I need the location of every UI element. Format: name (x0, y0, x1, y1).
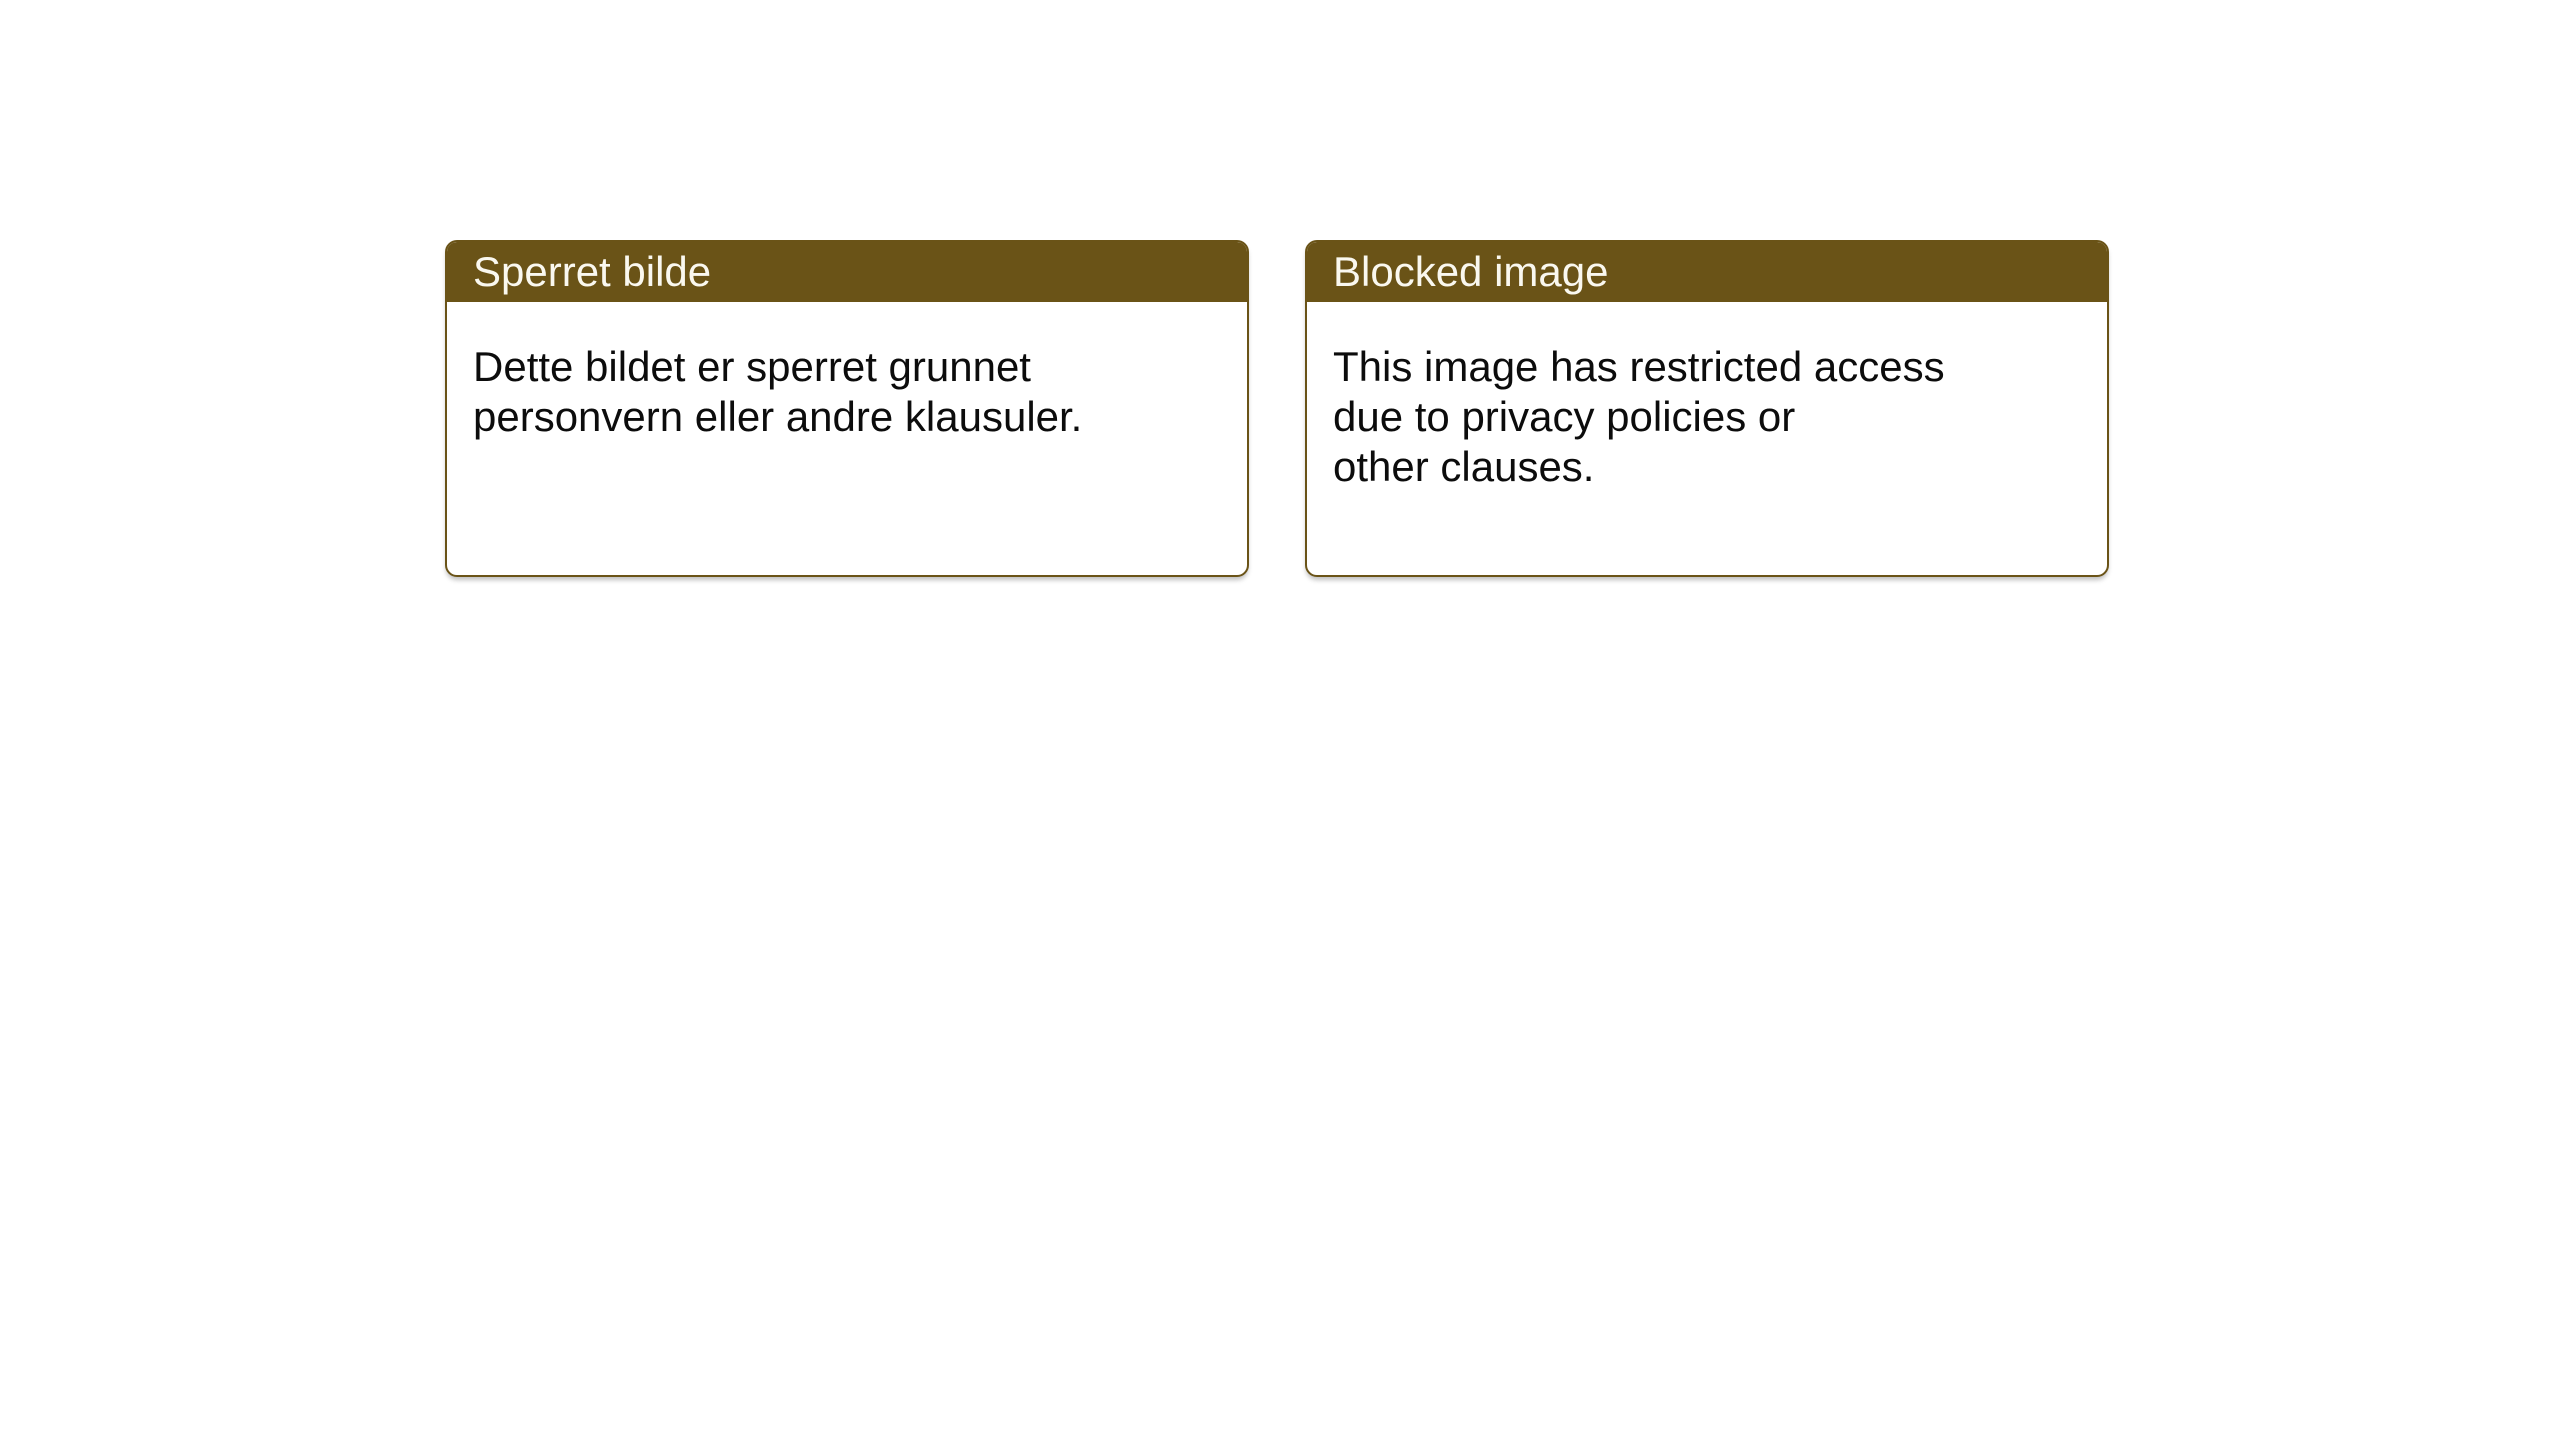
blocked-image-card-norwegian (445, 240, 1249, 577)
body-text-line: Dette bildet er sperret grunnet (473, 343, 1031, 390)
card-header-english (1307, 242, 2107, 302)
card-body-norwegian (447, 302, 1247, 442)
card-body-english (1307, 302, 2107, 492)
card-title-norwegian: Sperret bilde (473, 248, 712, 295)
body-text-line: other clauses. (1333, 443, 1595, 490)
card-header-norwegian (447, 242, 1247, 302)
body-text-line: due to privacy policies or (1333, 393, 1796, 440)
body-text-line: This image has restricted access (1333, 343, 1945, 390)
blocked-image-card-english (1305, 240, 2109, 577)
card-title-english: Blocked image (1333, 248, 1609, 295)
body-text-line: personvern eller andre klausuler. (473, 393, 1083, 440)
